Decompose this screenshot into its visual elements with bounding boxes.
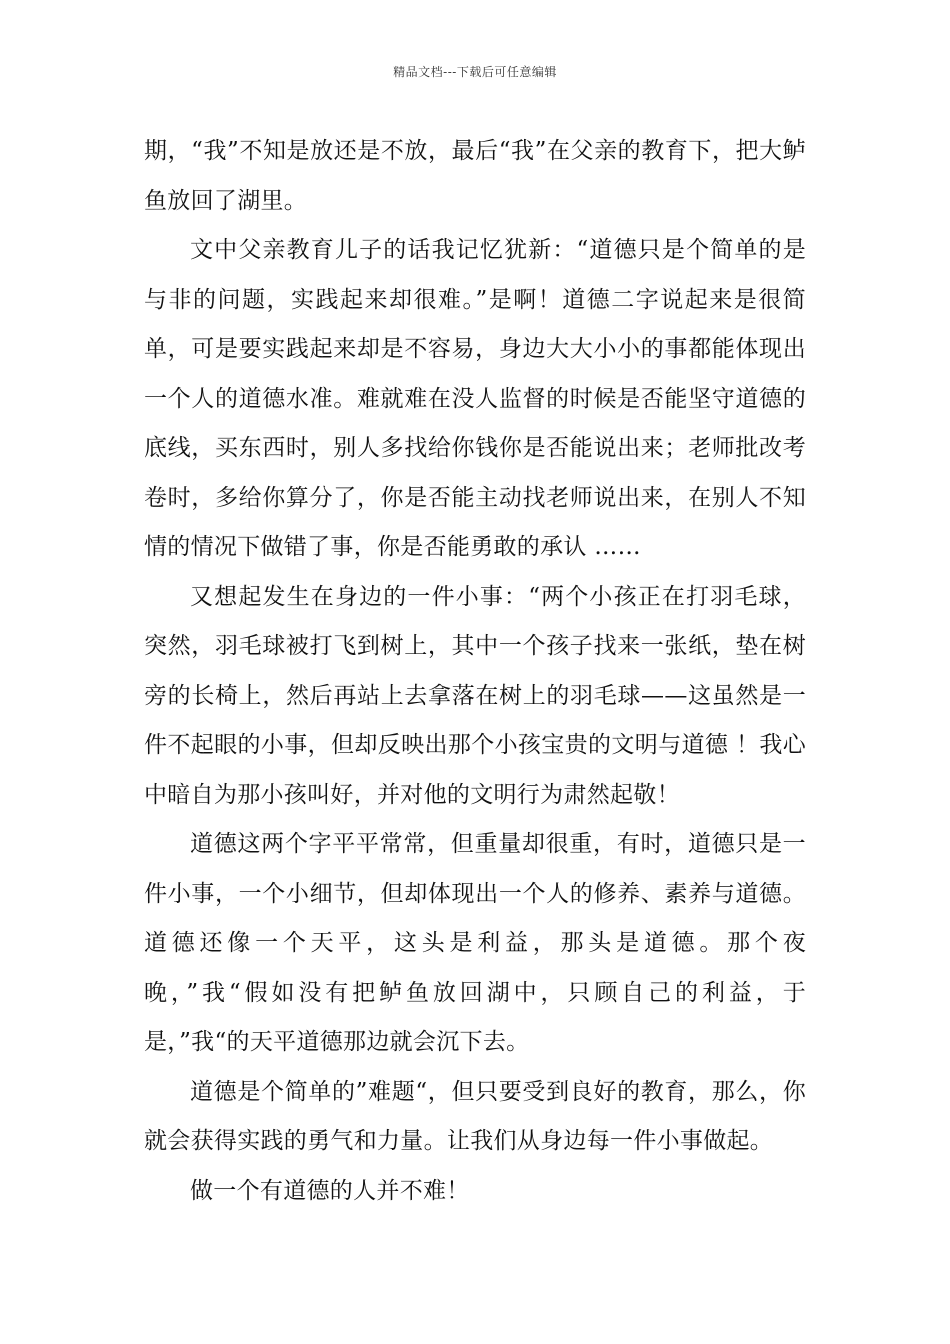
paragraph: 道德这两个字平平常常，但重量却很重，有时，道德只是一件小事，一个小细节，但却体现出一个人的修养、素养与道德。道德还像一个天平，这头是利益，那头是道德。那个夜晚，”我“假如没有把鲈鱼放回湖中，只顾自己的利益，于是，”我“的天平道德那边就会沉下去。 <box>144 831 806 1055</box>
paragraph: 文中父亲教育儿子的话我记忆犹新：“道德只是个简单的是与非的问题，实践起来却很难。”是啊！道德二字说起来是很简单，可是要实践起来却是不容易，身边大大小小的事都能体现出一个人的道德水准。难就难在没人监督的时候是否能坚守道德的底线，买东西时，别人多找给你钱你是否能说出来；老师批改考卷时，多给你算分了，你是否能主动找老师说出来，在别人不知情的情况下做错了事，你是否能勇敢的承认 …… <box>144 237 806 560</box>
page-header: 精品文档---下载后可任意编辑 <box>393 65 557 79</box>
closing-paragraph: 做一个有道德的人并不难！ <box>190 1177 470 1204</box>
paragraph: 又想起发生在身边的一件小事：“两个小孩正在打羽毛球，突然，羽毛球被打飞到树上，其中一个孩子找来一张纸，垫在树旁的长椅上，然后再站上去拿落在树上的羽毛球——这虽然是一件不起眼的小事，但却反映出那个小孩宝贵的文明与道德 ！我心中暗自为那小孩叫好，并对他的文明行为肃然起敬！ <box>144 583 806 808</box>
paragraph-continuation: 期，“我”不知是放还是不放，最后“我”在父亲的教育下，把大鲈鱼放回了湖里。 <box>144 138 806 214</box>
paragraph: 道德是个简单的”难题“，但只要受到良好的教育，那么，你就会获得实践的勇气和力量。让我们从身边每一件小事做起。 <box>144 1078 806 1154</box>
document-body <box>144 127 806 1216</box>
